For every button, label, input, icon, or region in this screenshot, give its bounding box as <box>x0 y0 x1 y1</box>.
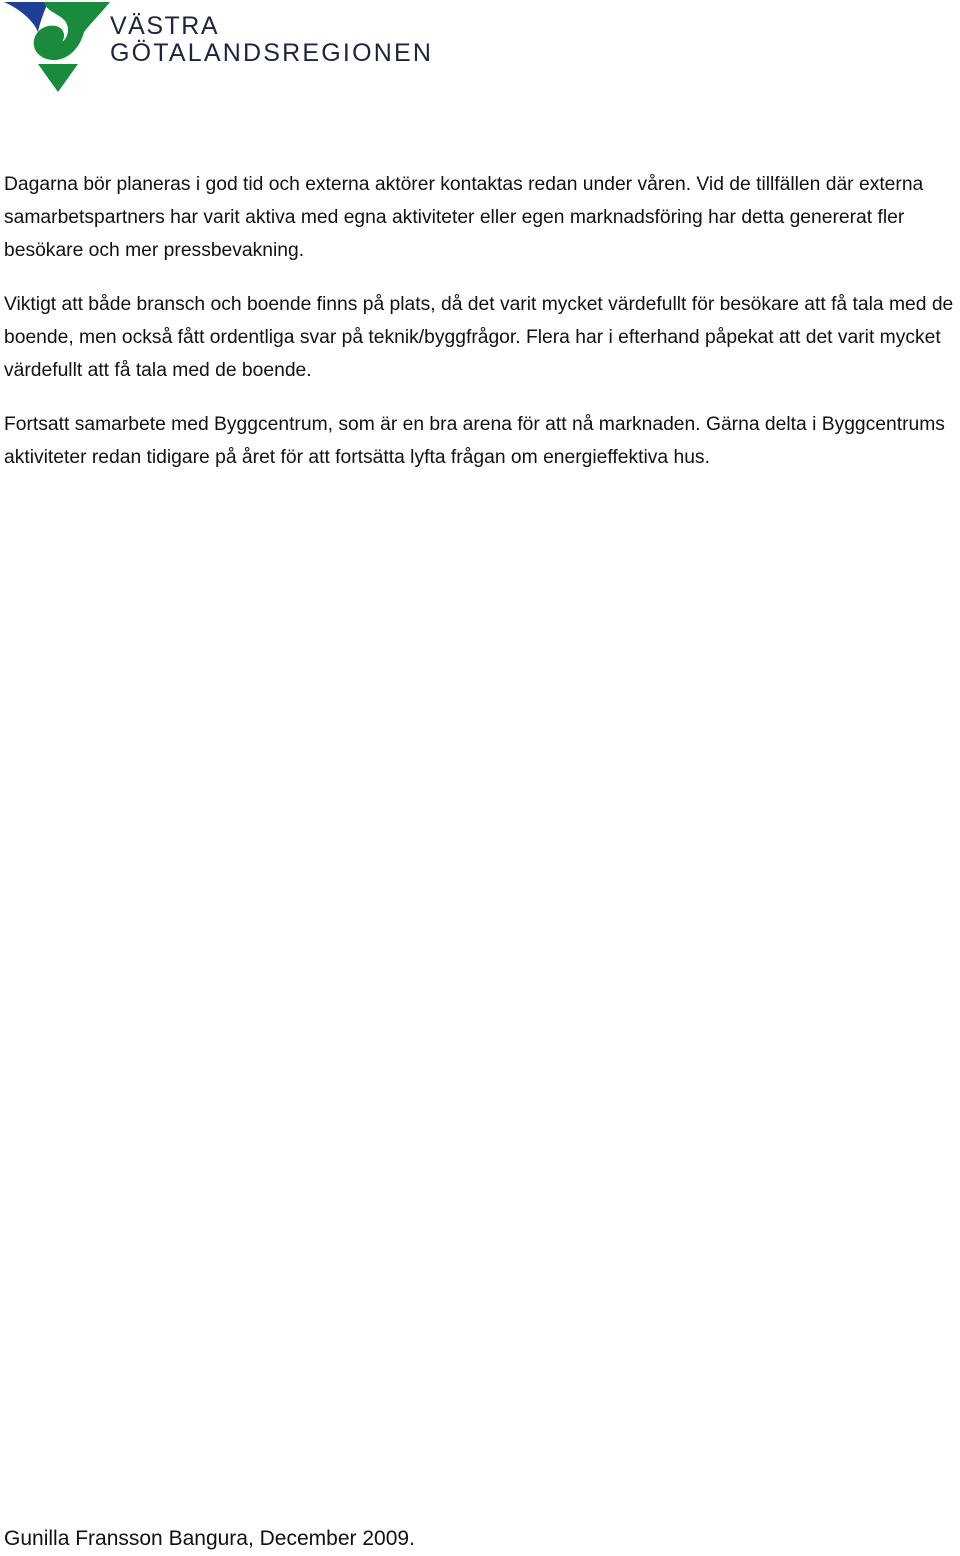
document-body <box>4 168 960 495</box>
logo-wordmark-line2: GÖTALANDSREGIONEN <box>110 39 434 67</box>
paragraph-industry-residents: Viktigt att både bransch och boende finns på plats, då det varit mycket värdefullt för besökare att få tala med de boende, men också fått ordentliga svar på teknik/byggfrågor. Flera har i efterhand påpekat att det varit mycket värdefullt att få tala med de boende. <box>4 294 954 381</box>
vastra-gotalandsregionen-logo <box>4 2 454 94</box>
region-emblem-icon <box>4 2 110 94</box>
emblem-green-swirl <box>34 2 110 60</box>
emblem-blue-shape <box>4 2 48 32</box>
paragraph-planning: Dagarna bör planeras i god tid och externa aktörer kontaktas redan under våren. Vid de tillfällen där externa samarbetspartners har varit aktiva med egna aktiviteter eller egen marknadsföring har detta genererat fler besökare och mer pressbevakning. <box>4 174 924 261</box>
logo-wordmark-line1: VÄSTRA <box>110 12 220 40</box>
paragraph-byggcentrum: Fortsatt samarbete med Byggcentrum, som är en bra arena för att nå marknaden. Gärna delta i Byggcentrums aktiviteter redan tidigare på året för att fortsätta lyfta frågan om energieffektiva hus. <box>4 414 945 468</box>
logo-wordmark <box>110 14 433 66</box>
emblem-green-triangle <box>38 64 78 92</box>
author-signature-line: Gunilla Fransson Bangura, December 2009. <box>4 1527 415 1550</box>
